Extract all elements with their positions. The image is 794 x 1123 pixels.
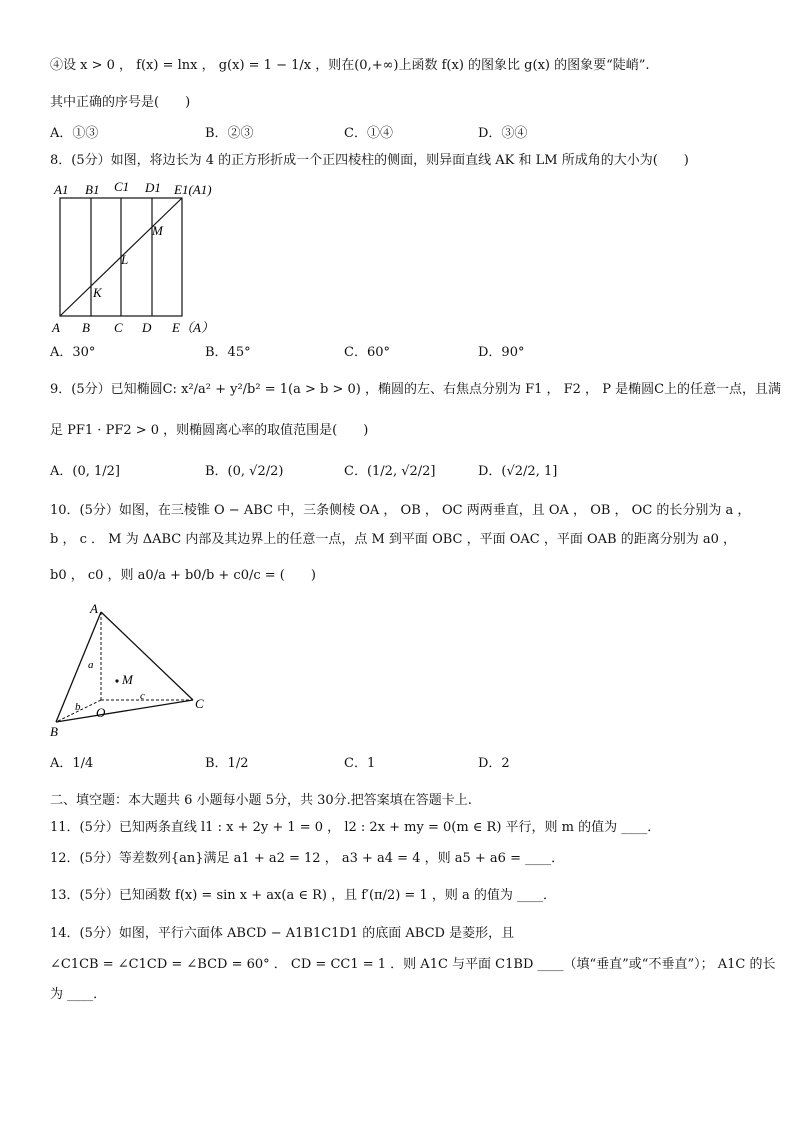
q8-option-c[interactable]: C．60°: [344, 345, 390, 360]
q8-label-d1: D1: [145, 180, 161, 195]
q8-label-a1: A1: [54, 182, 69, 197]
q7-option-d[interactable]: D．③④: [478, 126, 528, 141]
q8-label-m: M: [152, 223, 163, 238]
q7-option-b[interactable]: B．②③: [205, 126, 254, 141]
q8-option-d[interactable]: D．90°: [478, 345, 525, 360]
q8-label-c: C: [114, 320, 123, 335]
q14-line3: 为 ____．: [50, 987, 107, 1002]
q8-label-e1: E1(A1): [174, 182, 212, 197]
q8-label-b1: B1: [85, 182, 100, 197]
q14-line1: 14．(5分）如图，平行六面体 ABCD − A1B1C1D1 的底面 ABCD 是菱形，且: [50, 926, 515, 941]
q10-option-c[interactable]: C．1: [344, 756, 376, 771]
q8-label-l: L: [121, 252, 129, 267]
q8-figure: [48, 178, 248, 340]
q9-stem-line2: 足 PF1 · PF2 > 0 ，则椭圆离心率的取值范围是( ): [50, 423, 369, 438]
q9-option-d[interactable]: D．(√2/2, 1]: [478, 464, 558, 479]
q10-label-len-c: c: [140, 690, 145, 702]
q10-label-o: O: [96, 705, 106, 720]
q10-label-len-a: a: [88, 659, 94, 671]
q10-figure: [48, 600, 218, 740]
q14-line2: ∠C1CB = ∠C1CD = ∠BCD = 60° ． CD = CC1 = 1 ．则 A1C 与平面 C1BD ____（填“垂直”或“不垂直”）； A1C 的长: [50, 957, 776, 972]
q10-option-b[interactable]: B．1/2: [205, 756, 249, 771]
q10-stem-line1: 10．(5分）如图，在三棱锥 O − ABC 中，三条侧棱 OA ， OB ， OC 两两垂直，且 OA ， OB ， OC 的长分别为 a ，: [50, 503, 751, 518]
q8-option-b[interactable]: B．45°: [205, 345, 251, 360]
q10-label-b: B: [50, 724, 58, 739]
q9-option-c[interactable]: C．(1/2, √2/2]: [344, 464, 436, 479]
q8-label-a: A: [52, 320, 60, 335]
q10-stem-line3: b0 ， c0 ，则 a0/a + b0/b + c0/c = ( ): [50, 568, 316, 583]
q7-prompt: 其中正确的序号是( ): [50, 95, 191, 110]
q10-option-d[interactable]: D．2: [478, 756, 510, 771]
q9-option-b[interactable]: B．(0, √2/2): [205, 464, 284, 479]
q12: 12．(5分）等差数列{an}满足 a1 + a2 = 12 ， a3 + a4 = 4 ，则 a5 + a6 = ____．: [50, 851, 565, 866]
q8-label-e: E（A）: [172, 320, 214, 335]
q9-option-a[interactable]: A．(0, 1/2]: [50, 464, 120, 479]
q8-option-a[interactable]: A．30°: [50, 345, 96, 360]
q10-label-a: A: [90, 601, 98, 616]
q8-label-d: D: [142, 320, 152, 335]
q10-option-a[interactable]: A．1/4: [50, 756, 94, 771]
q10-label-len-b: b: [75, 701, 81, 713]
q7-option-c[interactable]: C．①④: [344, 126, 393, 141]
q7-option-a[interactable]: A．①③: [50, 126, 99, 141]
q8-stem: 8．(5分）如图，将边长为 4 的正方形折成一个正四棱柱的侧面，则异面直线 AK 和 LM 所成角的大小为( ): [50, 153, 689, 168]
q13: 13．(5分）已知函数 f(x) = sin x + ax(a ∈ R) ，且 f′(π/2) = 1 ，则 a 的值为 ____．: [50, 888, 557, 903]
q10-label-c: C: [195, 696, 204, 711]
item4-statement: [50, 56, 650, 76]
q11: 11．(5分）已知两条直线 l1 : x + 2y + 1 = 0 ， l2 : 2x + my = 0(m ∈ R) 平行，则 m 的值为 ____．: [50, 820, 661, 835]
q8-label-b: B: [82, 320, 90, 335]
q10-point-m: [115, 679, 118, 682]
q8-label-c1: C1: [114, 179, 130, 194]
q10-stem-line2: b ， c ． M 为 ΔABC 内部及其边界上的任意一点，点 M 到平面 OBC ，平面 OAC ，平面 OAB 的距离分别为 a0 ，: [50, 532, 737, 547]
q9-stem-line1: 9．(5分）已知椭圆C: x²/a² + y²/b² = 1(a > b > 0) ，椭圆的左、右焦点分别为 F1 ， F2 ， P 是椭圆C上的任意一点，且满: [50, 382, 782, 397]
q10-edge-ac: [101, 612, 193, 700]
item4-text: ④设 x > 0 ， f(x) = lnx ， g(x) = 1 − 1/x ，则在(0,+∞)上函数 f(x) 的图象比 g(x) 的图象要“陡峭”.: [50, 58, 650, 73]
q8-label-k: K: [93, 285, 102, 300]
section2-heading: 二、填空题：本大题共 6 小题每小题 5分，共 30分.把答案填在答题卡上.: [50, 793, 472, 808]
q10-label-m: M: [122, 672, 133, 687]
